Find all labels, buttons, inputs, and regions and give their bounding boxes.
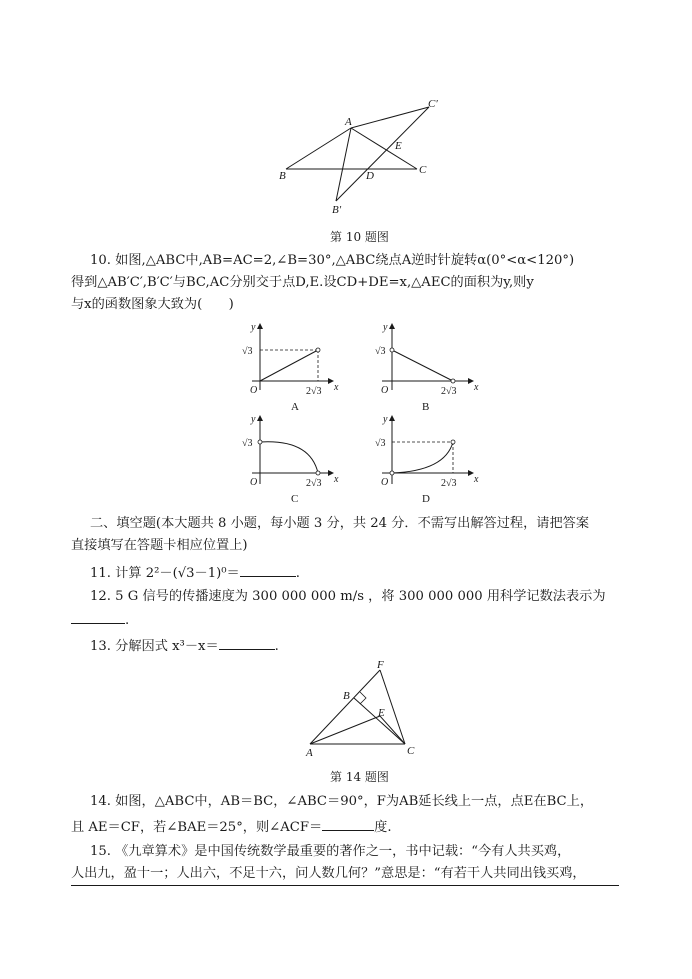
segment-AB-prime [336, 128, 351, 201]
section2-line2: 直接填写在答题卡相应位置上) [71, 538, 248, 553]
label-B: B [279, 170, 286, 182]
svg-text:O: O [250, 385, 258, 396]
label-A: A [306, 747, 313, 759]
q11 [90, 562, 300, 584]
figure-10 [270, 95, 450, 225]
q13-answer-blank[interactable] [219, 635, 275, 650]
q14-text: 且 AE＝CF，若∠BAE＝25°，则∠ACF＝ [71, 820, 323, 835]
q15-line2: 人出九，盈十一；人出六，不足十六，问人数几何？”意思是：“有若干人共同出钱买鸡， [71, 866, 586, 881]
q13 [90, 635, 279, 657]
q10-line1: 10. 如图,△ABC中,AB=AC=2,∠B=30°,△ABC绕点A逆时针旋转α(0°<α<120°) [90, 253, 575, 268]
label-E: E [378, 707, 385, 719]
option-A-label: A [291, 401, 299, 413]
svg-text:√3: √3 [375, 438, 386, 449]
q12-answer-blank[interactable] [71, 609, 125, 624]
svg-text:√3: √3 [242, 346, 253, 357]
svg-text:√3: √3 [242, 438, 253, 449]
svg-text:√3: √3 [375, 346, 386, 357]
q13-end: . [274, 639, 279, 654]
segment-AE [310, 716, 380, 744]
q14-line1: 14. 如图，△ABC中，AB＝BC，∠ABC＝90°，F为AB延长线上一点，点E在BC上， [90, 794, 594, 809]
figure-14 [300, 658, 420, 762]
figure-14-caption: 第 14 题图 [330, 770, 389, 784]
label-C: C [419, 164, 427, 176]
svg-text:x: x [334, 382, 339, 393]
label-B: B [343, 690, 350, 702]
svg-text:2√3: 2√3 [306, 386, 322, 397]
label-C: C [407, 745, 415, 757]
svg-text:2√3: 2√3 [441, 478, 457, 489]
figure-10-caption: 第 10 题图 [330, 230, 389, 244]
svg-text:O: O [381, 385, 389, 396]
label-A: A [345, 116, 352, 128]
label-C-prime: C′ [428, 98, 438, 110]
graph-A [242, 322, 339, 413]
option-C-label: C [291, 493, 299, 505]
q11-end: . [295, 566, 300, 581]
section2-line1: 二、填空题(本大题共 8 小题，每小题 3 分，共 24 分．不需写出解答过程，请把答案 [90, 516, 590, 531]
segment-AF [310, 670, 380, 744]
label-F: F [377, 659, 384, 671]
svg-text:2√3: 2√3 [441, 386, 457, 397]
label-B-prime: B′ [332, 204, 342, 216]
svg-text:O: O [250, 477, 258, 488]
svg-text:y: y [383, 322, 388, 333]
q11-answer-blank[interactable] [240, 562, 296, 577]
q12-end: . [125, 613, 130, 628]
graph-B [375, 322, 479, 413]
q14-line2 [71, 816, 392, 838]
q10-line3: 与x的函数图象大致为( ) [71, 297, 234, 312]
segment-CE-extended [380, 716, 405, 744]
right-angle-mark [360, 692, 366, 704]
graph-D [375, 414, 479, 505]
q12-line2 [71, 609, 129, 631]
graph-C [242, 414, 339, 505]
page-rule [71, 885, 619, 886]
segment-AC-prime [351, 107, 429, 128]
svg-text:y: y [251, 322, 256, 333]
svg-text:x: x [474, 474, 479, 485]
q11-text: 11. 计算 2²－(√3－1)⁰＝ [90, 566, 240, 581]
segment-AB [286, 128, 351, 169]
q14-end: 度. [374, 820, 392, 835]
q15-line1: 15. 《九章算术》是中国传统数学最重要的著作之一，书中记载：“今有人共买鸡， [90, 844, 571, 859]
svg-text:y: y [383, 414, 388, 425]
q10-line2: 得到△AB′C′,B′C′与BC,AC分别交于点D,E.设CD+DE=x,△AEC的面积为y,则y [71, 275, 534, 290]
option-B-label: B [422, 401, 430, 413]
q12-line1: 12. 5 G 信号的传播速度为 300 000 000 m/s ，将 300 000 000 用科学记数法表示为 [90, 589, 606, 604]
svg-text:O: O [381, 477, 389, 488]
svg-text:y: y [251, 414, 256, 425]
svg-text:x: x [334, 474, 339, 485]
q14-answer-blank[interactable] [322, 816, 374, 831]
svg-text:2√3: 2√3 [306, 478, 322, 489]
option-D-label: D [422, 493, 430, 505]
label-E: E [395, 140, 402, 152]
segment-AC [351, 128, 417, 169]
option-graphs [230, 318, 490, 518]
label-D: D [366, 170, 374, 182]
q13-text: 13. 分解因式 x³－x＝ [90, 639, 219, 654]
svg-text:x: x [474, 382, 479, 393]
